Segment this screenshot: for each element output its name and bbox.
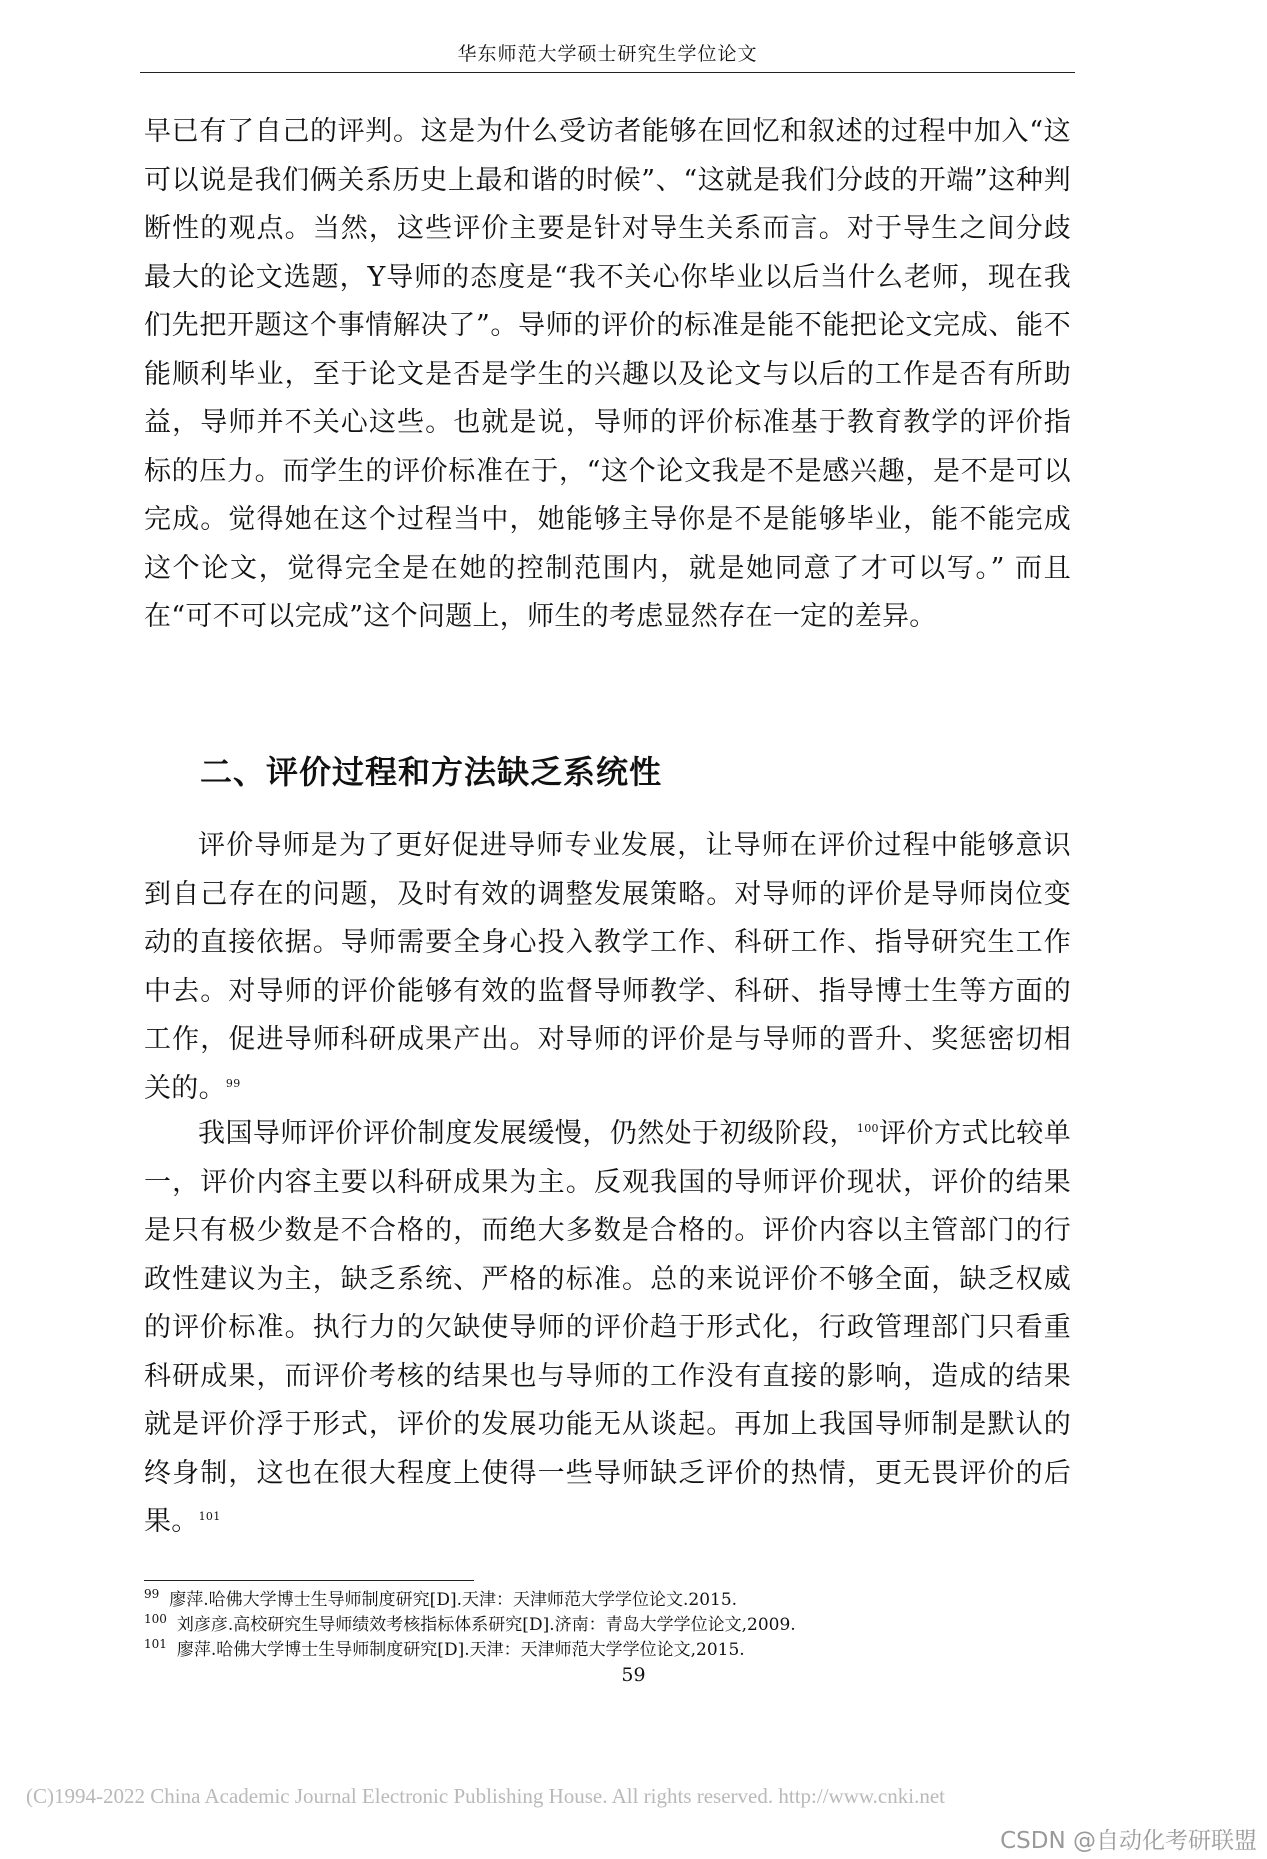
footnote-number: 101 <box>144 1637 167 1652</box>
footnote-99 <box>144 1588 737 1612</box>
footnote-text: 廖萍.哈佛大学博士生导师制度研究[D].天津：天津师范大学学位论文.2015. <box>169 1590 738 1610</box>
footnote-number: 99 <box>144 1587 160 1602</box>
paragraph-3-text-b: 评价方式比较单一，评价内容主要以科研成果为主。反观我国的导师评价现状，评价的结果是只有极少数是不合格的，而绝大多数是合格的。评价内容以主管部门的行政性建议为主，缺乏系统、严格的标准。总的来说评价不够全面，缺乏权威的评价标准。执行力的欠缺使导师的评价趋于形式化，行政管理部门只看重科研成果，而评价考核的结果也与导师的工作没有直接的影响，造成的结果就是评价浮于形式，评价的发展功能无从谈起。再加上我国导师制是默认的终身制，这也在很大程度上使得一些导师缺乏评价的热情，更无畏评价的后果。 <box>144 1118 1071 1537</box>
section-heading: 二、评价过程和方法缺乏系统性 <box>200 753 663 791</box>
footnote-divider <box>144 1580 474 1581</box>
footnote-ref-99: 99 <box>225 1076 241 1090</box>
paragraph-2 <box>144 822 1071 1113</box>
copyright-notice: (C)1994-2022 China Academic Journal Electronic Publishing House. All rights reserved. http://www.cnki.net <box>26 1784 945 1808</box>
page-number: 59 <box>621 1664 646 1686</box>
footnote-101 <box>144 1638 745 1662</box>
footnote-100 <box>144 1613 796 1637</box>
footnote-ref-100: 100 <box>856 1122 879 1135</box>
footnote-text: 廖萍.哈佛大学博士生导师制度研究[D].天津：天津师范大学学位论文,2015. <box>176 1640 745 1660</box>
footnote-text: 刘彦彦.高校研究生导师绩效考核指标体系研究[D].济南：青岛大学学位论文,2009. <box>176 1615 796 1635</box>
footnote-ref-101: 101 <box>198 1510 221 1523</box>
csdn-watermark: CSDN @自动化考研联盟 <box>1000 1828 1257 1854</box>
paragraph-2-text: 评价导师是为了更好促进导师专业发展，让导师在评价过程中能够意识到自己存在的问题，及时有效的调整发展策略。对导师的评价是导师岗位变动的直接依据。导师需要全身心投入教学工作、科研工作、指导研究生工作中去。对导师的评价能够有效的监督导师教学、科研、指导博士生等方面的工作，促进导师科研成果产出。对导师的评价是与导师的晋升、奖惩密切相关的。 <box>144 830 1071 1104</box>
paragraph-3-text-a: 我国导师评价评价制度发展缓慢，仍然处于初级阶段， <box>198 1118 857 1149</box>
paragraph-3 <box>144 1110 1071 1547</box>
paragraph-1: 早已有了自己的评判。这是为什么受访者能够在回忆和叙述的过程中加入“这可以说是我们俩关系历史上最和谐的时候”、“这就是我们分歧的开端”这种判断性的观点。当然，这些评价主要是针对导生关系而言。对于导生之间分歧最大的论文选题，Y导师的态度是“我不关心你毕业以后当什么老师，现在我们先把开题这个事情解决了”。导师的评价的标准是能不能把论文完成、能不能顺利毕业，至于论文是否是学生的兴趣以及论文与以后的工作是否有所助益，导师并不关心这些。也就是说，导师的评价标准基于教育教学的评价指标的压力。而学生的评价标准在于，“这个论文我是不是感兴趣，是不是可以完成。觉得她在这个过程当中，她能够主导你是不是能够毕业，能不能完成这个论文，觉得完全是在她的控制范围内，就是她同意了才可以写。” 而且在“可不可以完成”这个问题上，师生的考虑显然存在一定的差异。 <box>144 116 1071 632</box>
running-header: 华东师范大学硕士研究生学位论文 <box>140 40 1075 73</box>
footnote-number: 100 <box>144 1612 167 1627</box>
